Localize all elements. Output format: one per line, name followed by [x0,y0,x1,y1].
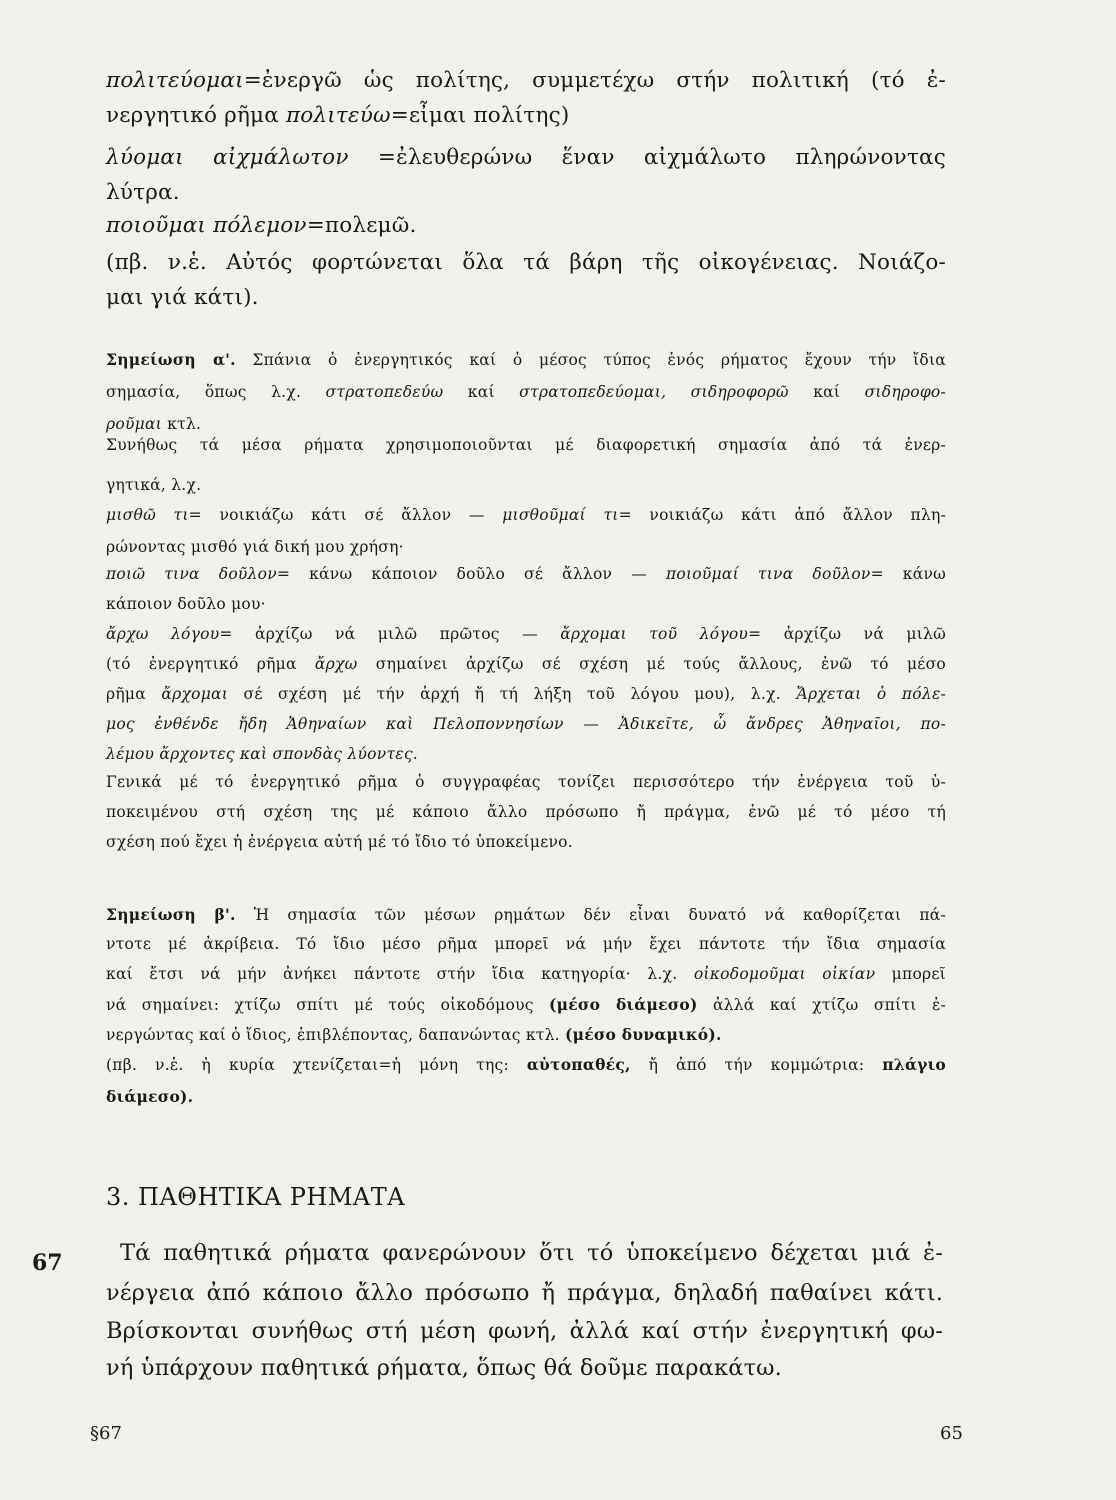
footer-section-ref: §67 [90,1423,122,1444]
example-1-line-2: ρώνοντας μισθό γιά δική μου χρήση· [106,538,404,556]
note-a-line-3: ροῦμαι κτλ. [106,415,202,433]
general-line-1: Γενικά μέ τό ἐνεργητικό ρῆμα ὁ συγγραφέας τονίζει περισσότερο τήν ἐνέργεια τοῦ ὑ- [106,773,946,791]
section-line-1: Τά παθητικά ρήματα φανερώνουν ὅτι τό ὑποκείμενο δέχεται μιά ἐ- [120,1240,943,1266]
example-3-line-1: ἄρχω λόγου= ἀρχίζω νά μιλῶ πρῶτος — ἄρχομαι τοῦ λόγου= ἀρχίζω νά μιλῶ [106,625,947,643]
example-3-line-2: (τό ἐνεργητικό ρῆμα ἄρχω σημαίνει ἀρχίζω σέ σχέση μέ τούς ἄλλους, ἐνῶ τό μέσο [106,655,947,673]
section-heading: 3. ΠΑΘΗΤΙΚΑ ΡΗΜΑΤΑ [106,1183,406,1211]
example-3-line-5: λέμου ἄρχοντες καὶ σπονδὰς λύοντες. [106,745,418,763]
note-a-para2-line-2: γητικά, λ.χ. [106,476,202,494]
section-line-3: Βρίσκονται συνήθως στή μέση φωνή, ἀλλά καί στήν ἐνεργητική φω- [106,1318,943,1344]
intro-line-2: νεργητικό ρῆμα πολιτεύω=εἶμαι πολίτης) [106,103,570,128]
intro-line-4: λύτρα. [106,180,180,205]
note-a-line-1: Σημείωση α'. Σπάνια ὁ ἐνεργητικός καί ὁ μέσος τύπος ἑνός ρήματος ἔχουν τήν ἴδια [106,350,947,369]
note-b-line-2: ντοτε μέ ἀκρίβεια. Τό ἴδιο μέσο ρῆμα μπορεῖ νά μήν ἔχει πάντοτε τήν ἴδια σημασία [106,935,946,953]
intro-line-7: μαι γιά κάτι). [106,285,259,310]
note-b-label: Σημείωση β'. [106,905,236,924]
intro-line-5: ποιοῦμαι πόλεμον=πολεμῶ. [106,213,417,238]
note-b-line-3: καί ἔτσι νά μήν ἀνήκει πάντοτε στήν ἴδια κατηγορία· λ.χ. οἰκοδομοῦμαι οἰκίαν μπορεῖ [106,965,946,983]
note-b-line-5: νεργώντας καί ὁ ἴδιος, ἐπιβλέποντας, δαπανώντας κτλ. (μέσο δυναμικό). [106,1025,722,1044]
note-b-line-7: διάμεσο). [106,1087,194,1106]
example-1-line-1: μισθῶ τι= νοικιάζω κάτι σέ ἄλλον — μισθοῦμαί τι= νοικιάζω κάτι ἀπό ἄλλον πλη- [106,506,946,524]
example-2-line-2: κάποιον δοῦλο μου· [106,595,266,613]
intro-line-6: (πβ. ν.ἑ. Αὐτός φορτώνεται ὅλα τά βάρη τῆς οἰκογένειας. Νοιάζο- [106,250,946,275]
section-line-2: νέργεια ἀπό κάποιο ἄλλο πρόσωπο ἤ πράγμα, δηλαδή παθαίνει κάτι. [106,1280,943,1306]
footer-page-number: 65 [940,1423,963,1444]
intro-line-3: λύομαι αἰχμάλωτον =ἐλευθερώνω ἕναν αἰχμάλωτο πληρώνοντας [106,145,946,170]
note-a-line-2: σημασία, ὅπως λ.χ. στρατοπεδεύω καί στρατοπεδεύομαι, σιδηροφορῶ καί σιδηροφο- [106,383,946,401]
note-b-line-6: (πβ. ν.ἑ. ἡ κυρία χτενίζεται=ἡ μόνη της: αὐτοπαθές, ἤ ἀπό τήν κομμώτρια: πλάγιο [106,1055,946,1074]
general-line-2: ποκειμένου στή σχέση της μέ κάποιο ἄλλο πρόσωπο ἤ πράγμα, ἐνῶ μέ τό μέσο τή [106,803,946,821]
section-line-4: νή ὑπάρχουν παθητικά ρήματα, ὅπως θά δοῦμε παρακάτω. [106,1355,782,1381]
general-line-3: σχέση πού ἔχει ἡ ἐνέργεια αὐτή μέ τό ἴδιο τό ὑποκείμενο. [106,833,573,851]
margin-paragraph-number: 67 [32,1250,63,1276]
note-b-line-1: Σημείωση β'. Ἡ σημασία τῶν μέσων ρημάτων δέν εἶναι δυνατό νά καθορίζεται πά- [106,905,946,924]
example-3-line-3: ρῆμα ἄρχομαι σέ σχέση μέ τήν ἀρχή ἤ τή λήξη τοῦ λόγου μου), λ.χ. Ἄρχεται ὁ πόλε- [106,685,946,703]
note-a-para2-line-1: Συνήθως τά μέσα ρήματα χρησιμοποιοῦνται μέ διαφορετική σημασία ἀπό τά ἐνερ- [106,436,946,454]
intro-line-1: πολιτεύομαι=ἐνεργῶ ὡς πολίτης, συμμετέχω στήν πολιτική (τό ἐ- [106,68,946,93]
example-2-line-1: ποιῶ τινα δοῦλον= κάνω κάποιον δοῦλο σέ ἄλλον — ποιοῦμαί τινα δοῦλον= κάνω [106,565,947,583]
example-3-line-4: μος ἐνθένδε ἤδη Ἀθηναίων καὶ Πελοποννησίων — Ἀδικεῖτε, ὦ ἄνδρες Ἀθηναῖοι, πο- [106,715,946,733]
note-a-label: Σημείωση α'. [106,350,236,369]
note-b-line-4: νά σημαίνει: χτίζω σπίτι μέ τούς οἰκοδόμους (μέσο διάμεσο) ἀλλά καί χτίζω σπίτι ἐ- [106,995,946,1014]
